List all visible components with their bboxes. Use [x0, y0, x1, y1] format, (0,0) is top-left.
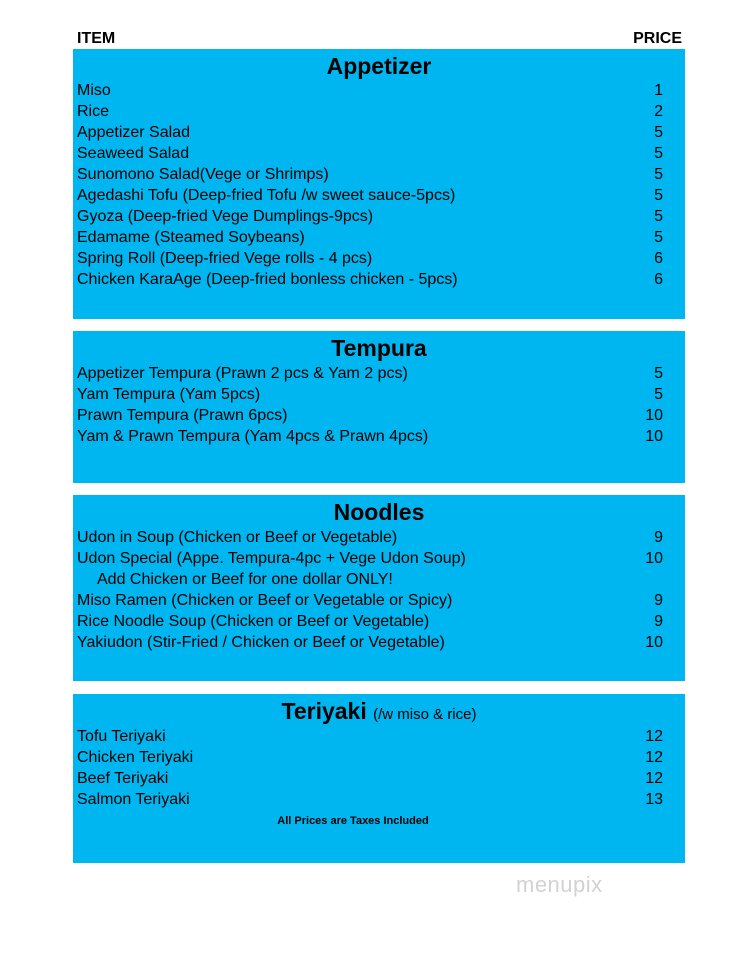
- menu-item-row: [77, 80, 685, 101]
- item-name: Appetizer Tempura (Prawn 2 pcs & Yam 2 pcs): [77, 365, 408, 382]
- item-price: 9: [654, 613, 663, 630]
- menu-item-row: [77, 122, 685, 143]
- item-price: 5: [654, 187, 663, 204]
- item-price: 5: [654, 365, 663, 382]
- item-price: 6: [654, 271, 663, 288]
- item-name: Rice: [77, 103, 110, 120]
- item-name: Udon Special (Appe. Tempura-4pc + Vege Udon Soup): [77, 550, 466, 567]
- item-price: 5: [654, 229, 663, 246]
- item-price: 9: [654, 529, 663, 546]
- section-title: Appetizer: [326, 53, 432, 79]
- item-price: 13: [645, 791, 663, 808]
- menu-item-row: [77, 548, 685, 569]
- section-title: [73, 697, 685, 729]
- tax-note: All Prices are Taxes Included: [277, 815, 429, 827]
- menu-item-row: [77, 206, 685, 227]
- menu-item-row: [77, 527, 685, 548]
- item-name: Chicken Teriyaki: [77, 749, 194, 766]
- menu-item-row: [77, 227, 685, 248]
- menu-item-row: [77, 185, 685, 206]
- item-name: Edamame (Steamed Soybeans): [77, 229, 305, 246]
- menu-item-row: [77, 768, 685, 789]
- menu-item-row: [77, 101, 685, 122]
- menu-item-row: [77, 590, 685, 611]
- appetizer-section: [73, 49, 685, 319]
- item-name: Beef Teriyaki: [77, 770, 169, 787]
- item-name: Rice Noodle Soup (Chicken or Beef or Vegetable): [77, 613, 430, 630]
- menu-item-row: [77, 248, 685, 269]
- item-price: 12: [645, 770, 663, 787]
- noodles-section: [73, 495, 685, 681]
- item-name: Miso Ramen (Chicken or Beef or Vegetable or Spicy): [77, 592, 453, 609]
- menu-item-row: [77, 384, 685, 405]
- teriyaki-section: [73, 694, 685, 863]
- tempura-section: [73, 331, 685, 483]
- item-name: Gyoza (Deep-fried Vege Dumplings-9pcs): [77, 208, 374, 225]
- item-price: 5: [654, 124, 663, 141]
- item-price: 6: [654, 250, 663, 267]
- item-name: Chicken KaraAge (Deep-fried bonless chicken - 5pcs): [77, 271, 458, 288]
- item-name: Seaweed Salad: [77, 145, 190, 162]
- section-title: Noodles: [333, 499, 425, 525]
- item-name: Spring Roll (Deep-fried Vege rolls - 4 pcs): [77, 250, 373, 267]
- item-name: Appetizer Salad: [77, 124, 190, 141]
- section-title-text: Teriyaki: [281, 698, 367, 724]
- menu-item-row: [77, 143, 685, 164]
- price-column-header: PRICE: [633, 30, 682, 47]
- item-name: Miso: [77, 82, 111, 99]
- item-price: 5: [654, 145, 663, 162]
- item-name: Yam Tempura (Yam 5pcs): [77, 386, 261, 403]
- menu-item-row: [77, 632, 685, 653]
- item-price: 10: [645, 634, 663, 651]
- item-price: 10: [645, 428, 663, 445]
- menu-item-row: [77, 269, 685, 290]
- item-price: 12: [645, 749, 663, 766]
- item-price: 10: [645, 407, 663, 424]
- menu-note-row: [77, 569, 685, 590]
- item-price: 5: [654, 166, 663, 183]
- item-column-header: ITEM: [77, 30, 116, 47]
- item-price: 10: [645, 550, 663, 567]
- item-name: Salmon Teriyaki: [77, 791, 190, 808]
- menu-item-row: [77, 747, 685, 768]
- item-name: Tofu Teriyaki: [77, 728, 166, 745]
- item-price: 2: [654, 103, 663, 120]
- item-price: 9: [654, 592, 663, 609]
- item-name: Sunomono Salad(Vege or Shrimps): [77, 166, 329, 183]
- item-price: 12: [645, 728, 663, 745]
- menupix-watermark: menupix: [516, 872, 603, 897]
- item-price: 5: [654, 386, 663, 403]
- menu-item-row: [77, 789, 685, 810]
- menu-item-row: [77, 363, 685, 384]
- item-name: Yam & Prawn Tempura (Yam 4pcs & Prawn 4pcs): [77, 428, 429, 445]
- item-name: Yakiudon (Stir-Fried / Chicken or Beef or Vegetable): [77, 634, 445, 651]
- section-subtitle: (/w miso & rice): [373, 706, 477, 723]
- item-price: 1: [654, 82, 663, 99]
- menu-item-row: [77, 726, 685, 747]
- item-name: Prawn Tempura (Prawn 6pcs): [77, 407, 288, 424]
- menu-item-row: [77, 611, 685, 632]
- menu-item-row: [77, 426, 685, 447]
- add-protein-note: Add Chicken or Beef for one dollar ONLY!: [97, 571, 393, 588]
- section-title: Tempura: [331, 335, 427, 361]
- item-name: Agedashi Tofu (Deep-fried Tofu /w sweet sauce-5pcs): [77, 187, 456, 204]
- item-name: Udon in Soup (Chicken or Beef or Vegetable): [77, 529, 398, 546]
- item-price: 5: [654, 208, 663, 225]
- menu-item-row: [77, 405, 685, 426]
- menu-item-row: [77, 164, 685, 185]
